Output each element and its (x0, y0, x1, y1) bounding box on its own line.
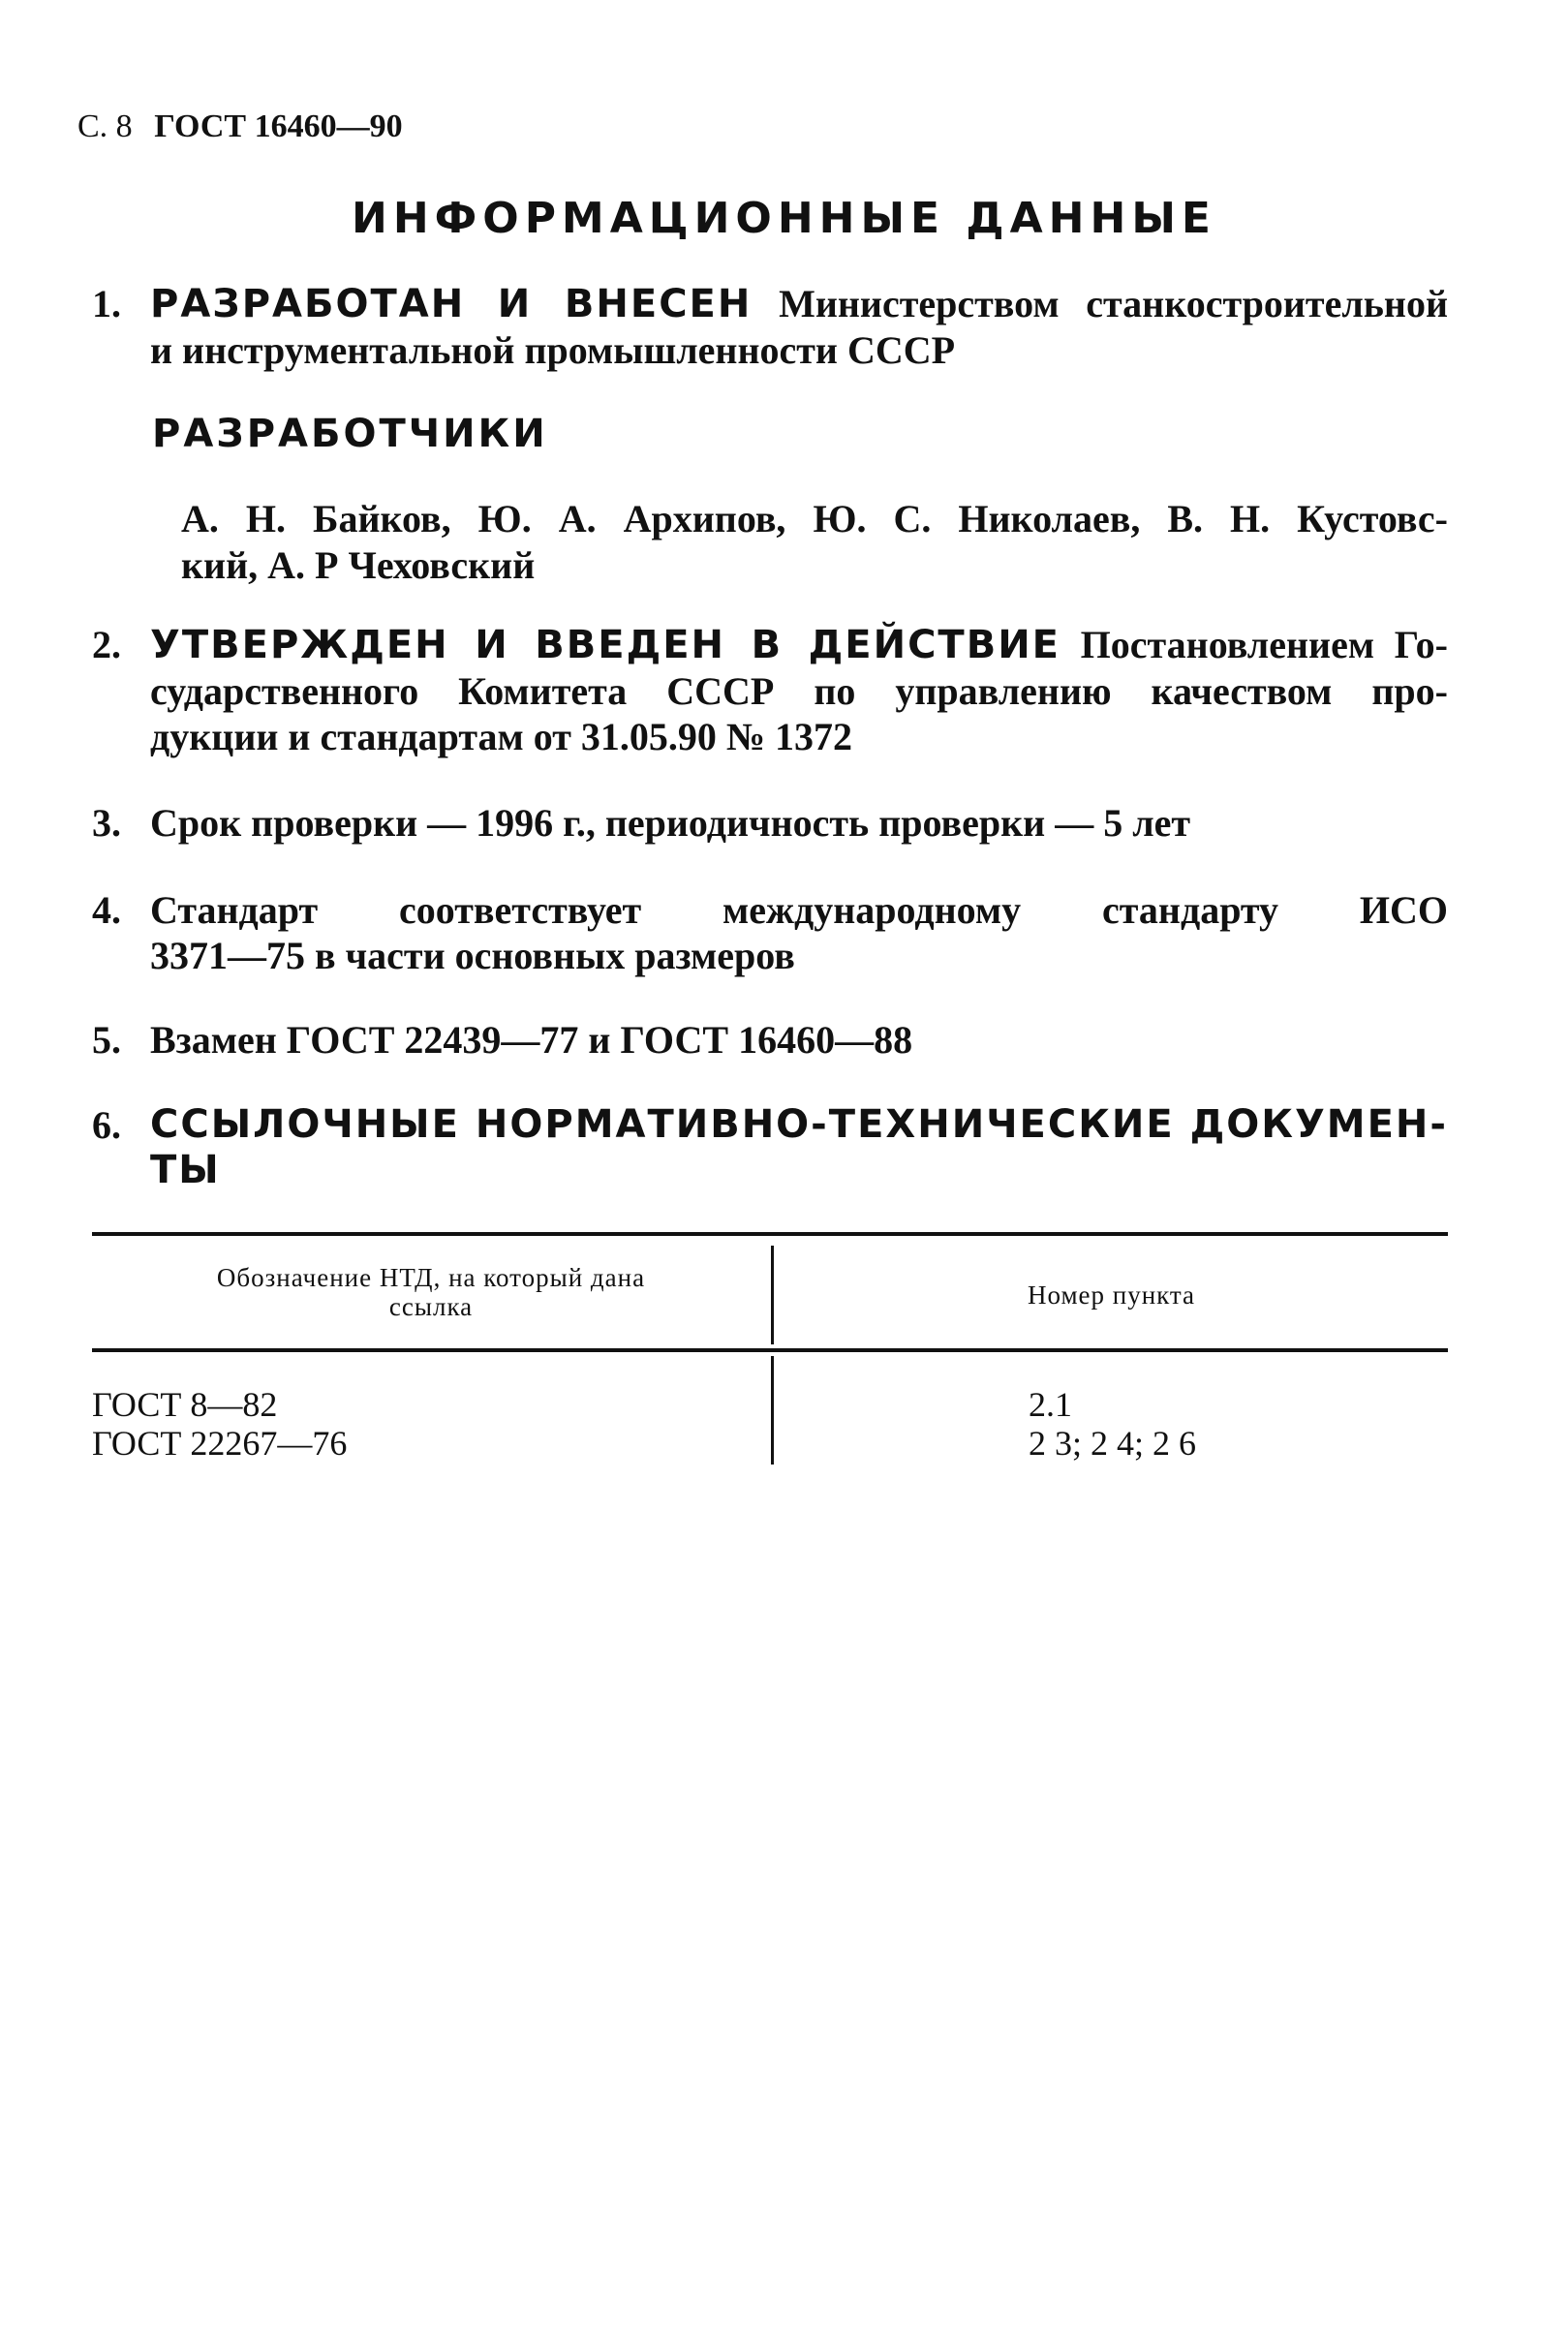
item-5 (92, 1017, 1448, 1063)
table-column-divider (771, 1356, 774, 1465)
item-number: 6. (92, 1103, 121, 1147)
item-caps: УТВЕРЖДЕН И ВВЕДЕН В ДЕЙСТВИЕ (150, 623, 1061, 667)
developers-heading: РАЗРАБОТЧИКИ (152, 412, 548, 456)
item-3 (92, 800, 1448, 846)
page-number: С. 8 (77, 108, 133, 144)
item-2 (92, 622, 1448, 759)
item-1 (92, 281, 1448, 373)
developers-line: А. Н. Байков, Ю. А. Архипов, Ю. С. Николаев, В. Н. Кустовс- (181, 497, 1448, 540)
table-row (1029, 1424, 1196, 1463)
developers-line: кий, А. Р Чеховский (181, 543, 536, 587)
table-header-clause: Номер пункта (1027, 1280, 1196, 1310)
item-line (150, 622, 1448, 668)
item-line: 3371—75 в части основных размеров (150, 934, 795, 977)
item-line: сударственного Комитета СССР по управлению качеством про- (150, 669, 1448, 713)
table-top-rule (92, 1232, 1448, 1236)
item-number: 4. (92, 888, 121, 932)
item-number: 2. (92, 623, 121, 666)
item-6 (92, 1102, 1448, 1193)
item-text: Срок проверки — 1996 г., периодичность проверки — 5 лет (150, 801, 1191, 845)
item-line: Стандарт соответствует международному стандарту ИСО (150, 888, 1448, 932)
standard-code: ГОСТ 16460—90 (154, 108, 403, 144)
item-line (150, 281, 1448, 327)
item-caps: РАЗРАБОТАН И ВНЕСЕН (150, 282, 753, 326)
item-text: Постановлением Го- (1080, 623, 1448, 666)
table-column-divider (771, 1246, 774, 1344)
item-line: ТЫ (150, 1148, 221, 1192)
table-row (92, 1385, 277, 1424)
table-header-doc (92, 1263, 770, 1321)
item-line: ССЫЛОЧНЫЕ НОРМАТИВНО-ТЕХНИЧЕСКИЕ ДОКУМЕН- (150, 1102, 1448, 1147)
item-number: 3. (92, 801, 121, 845)
table-row (92, 1424, 347, 1463)
table-row (1029, 1385, 1072, 1424)
item-line: дукции и стандартам от 31.05.90 № 1372 (150, 715, 853, 758)
table-cell-clause: 2 3; 2 4; 2 6 (1029, 1424, 1197, 1463)
item-text: Министерством станкостроительной (779, 282, 1449, 325)
table-header-rule (92, 1348, 1448, 1352)
item-text: Взамен ГОСТ 22439—77 и ГОСТ 16460—88 (150, 1018, 913, 1062)
table-header-line: ссылка (388, 1292, 474, 1321)
table-cell-doc: ГОСТ 8—82 (92, 1385, 278, 1424)
item-line: и инструментальной промышленности СССР (150, 328, 956, 372)
developers-list (181, 496, 1448, 589)
item-number: 5. (92, 1018, 121, 1062)
item-number: 1. (92, 282, 121, 325)
item-4 (92, 887, 1448, 978)
table-header-line: Обозначение НТД, на который дана (216, 1263, 646, 1292)
page-header (77, 108, 403, 145)
page-title: ИНФОРМАЦИОННЫЕ ДАННЫЕ (352, 194, 1216, 243)
table-cell-doc: ГОСТ 22267—76 (92, 1424, 348, 1463)
table-cell-clause: 2.1 (1029, 1385, 1072, 1424)
